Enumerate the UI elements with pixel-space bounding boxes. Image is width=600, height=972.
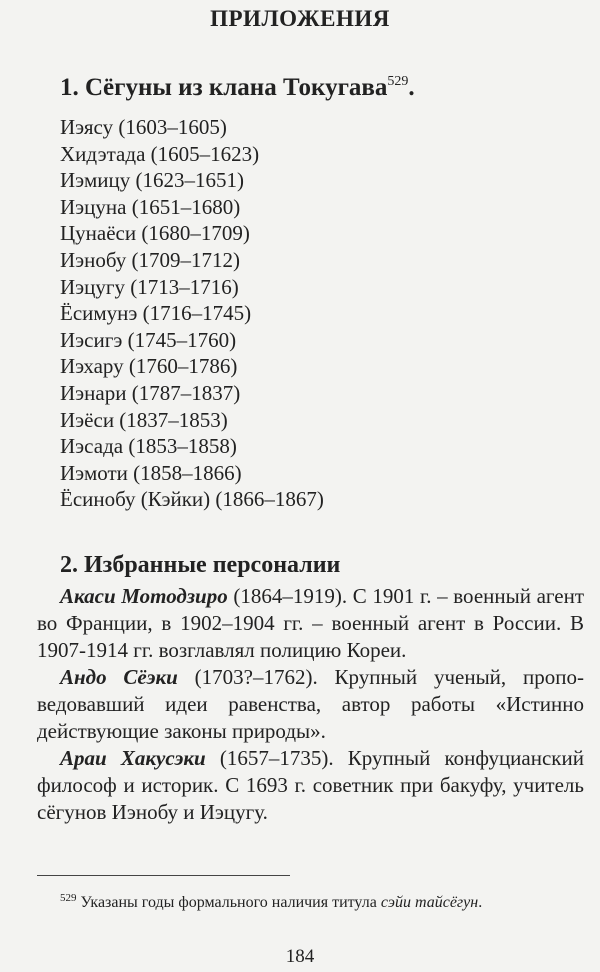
- shogun-list-item: Иэхару (1760–1786): [60, 354, 238, 379]
- person-description: (1703?–1762). Крупный ученый, проповедовавший идеи равенства, автор работы «Истинно действующие законы природы».: [37, 665, 584, 743]
- shogun-list-item: Иэцугу (1713–1716): [60, 274, 239, 299]
- section-1-heading: [60, 74, 415, 102]
- footnote-number: 529: [60, 892, 77, 904]
- shogun-list-item: Иэясу (1603–1605): [60, 115, 227, 139]
- section-2-heading: 2. Избранные персоналии: [60, 552, 341, 578]
- person-name: Акаси Мотодзиро: [60, 584, 228, 608]
- biography-entry: [37, 664, 584, 745]
- section-1-heading-text: 1. Сёгуны из клана Токугава: [60, 74, 388, 101]
- shogun-list-item: Иэсигэ (1745–1760): [60, 327, 237, 352]
- footnote: [37, 885, 584, 916]
- footnote-divider: [37, 875, 290, 876]
- heading-period: .: [408, 74, 415, 101]
- shogun-list-item: Хидэтада (1605–1623): [60, 141, 260, 166]
- person-name: Араи Хакусэки: [60, 746, 206, 770]
- person-description: (1657–1735). Крупный конфуцианский философ и историк. С 1693 г. советник при бакуфу, учитель сёгунов Иэнобу и Иэцугу.: [37, 746, 584, 824]
- footnote-italic-term: сэйи тайсёгун: [380, 894, 479, 911]
- shogun-list: [60, 114, 324, 513]
- shogun-list-item: Иэёси (1837–1853): [60, 407, 228, 432]
- shogun-list-item: Иэцуна (1651–1680): [60, 194, 241, 219]
- shogun-list-item: Цунаёси (1680–1709): [60, 221, 250, 246]
- shogun-list-item: Иэсада (1853–1858): [60, 434, 237, 459]
- person-description: (1864–1919). С 1901 г. – военный агент во Франции, в 1902–1904 гг. – военный агент в России. В 1907-1914 гг. возглавлял полицию Кореи.: [37, 584, 584, 662]
- biography-entry: [37, 583, 584, 664]
- page-title: ПРИЛОЖЕНИЯ: [210, 6, 390, 31]
- footnote-ref: 529: [387, 74, 409, 89]
- shogun-list-item: Иэнари (1787–1837): [60, 380, 241, 405]
- shogun-list-item: Иэмицу (1623–1651): [60, 168, 244, 193]
- biography-entry: [37, 745, 584, 826]
- shogun-list-item: Ёсинобу (Кэйки) (1866–1867): [60, 487, 324, 512]
- shogun-list-item: Иэмоти (1858–1866): [60, 460, 242, 485]
- person-name: Андо Сёэки: [60, 665, 178, 689]
- footnote-text: Указаны годы формального наличия титула: [76, 894, 381, 911]
- shogun-list-item: Иэнобу (1709–1712): [60, 247, 241, 272]
- page-number: 184: [285, 946, 315, 967]
- footnote-end: .: [478, 894, 483, 911]
- shogun-list-item: Ёсимунэ (1716–1745): [60, 301, 252, 326]
- biography-entries: [37, 583, 584, 826]
